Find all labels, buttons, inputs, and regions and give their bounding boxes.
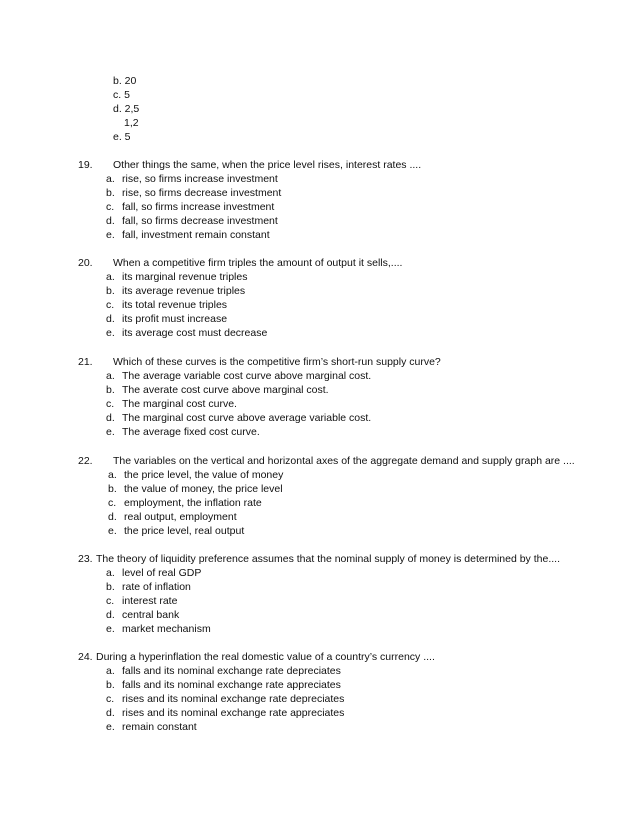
prev-option-b: b. 20 (113, 75, 137, 87)
option-c: c. its total revenue triples (106, 299, 228, 311)
option-d: d. central bank (106, 609, 180, 621)
option-e: e. market mechanism (106, 623, 211, 635)
option-b: b. the value of money, the price level (108, 483, 283, 495)
option-d: d. real output, employment (108, 511, 237, 523)
question-number: 19. (78, 159, 93, 171)
prev-option-e: e. 5 (113, 131, 131, 143)
question-text: Other things the same, when the price level rises, interest rates .... (113, 159, 422, 171)
question-text: When a competitive firm triples the amount of output it sells,.... (113, 257, 403, 269)
option-e: e. The average fixed cost curve. (106, 426, 260, 438)
option-d: d. rises and its nominal exchange rate appreciates (106, 707, 345, 719)
question-text: The variables on the vertical and horizontal axes of the aggregate demand and supply graph are .... (113, 455, 575, 467)
option-e: e. remain constant (106, 721, 197, 733)
option-c: c. rises and its nominal exchange rate depreciates (106, 693, 345, 705)
option-a: a. rise, so firms increase investment (106, 173, 278, 185)
option-b: b. its average revenue triples (106, 285, 246, 297)
option-e: e. its average cost must decrease (106, 327, 268, 339)
option-c: c. fall, so firms increase investment (106, 201, 275, 213)
option-b: b. rate of inflation (106, 581, 191, 593)
option-b: b. falls and its nominal exchange rate appreciates (106, 679, 341, 691)
prev-option-c: c. 5 (113, 89, 130, 101)
option-c: c. employment, the inflation rate (108, 497, 262, 509)
question-text: During a hyperinflation the real domestic value of a country’s currency .... (96, 651, 435, 663)
question-number: 23. (78, 553, 93, 565)
option-a: a. The average variable cost curve above marginal cost. (106, 370, 372, 382)
option-b: b. rise, so firms decrease investment (106, 187, 282, 199)
question-number: 24. (78, 651, 93, 663)
option-a: a. level of real GDP (106, 567, 202, 579)
option-a: a. its marginal revenue triples (106, 271, 248, 283)
option-a: a. the price level, the value of money (108, 469, 284, 481)
prev-option-d: d. 2,5 (113, 103, 140, 115)
option-b: b. The averate cost curve above marginal cost. (106, 384, 329, 396)
option-c: c. The marginal cost curve. (106, 398, 237, 410)
question-number: 22. (78, 455, 93, 467)
question-number: 21. (78, 356, 93, 368)
option-a: a. falls and its nominal exchange rate depreciates (106, 665, 341, 677)
option-c: c. interest rate (106, 595, 178, 607)
option-d: d. its profit must increase (106, 313, 228, 325)
option-e: e. fall, investment remain constant (106, 229, 270, 241)
question-number: 20. (78, 257, 93, 269)
question-text: The theory of liquidity preference assumes that the nominal supply of money is determined by the.... (96, 553, 560, 565)
option-d: d. fall, so firms decrease investment (106, 215, 278, 227)
question-text: Which of these curves is the competitive firm’s short-run supply curve? (113, 356, 441, 368)
option-e: e. the price level, real output (108, 525, 245, 537)
option-d: d. The marginal cost curve above average variable cost. (106, 412, 372, 424)
prev-option-d-continued: 1,2 (124, 117, 139, 129)
